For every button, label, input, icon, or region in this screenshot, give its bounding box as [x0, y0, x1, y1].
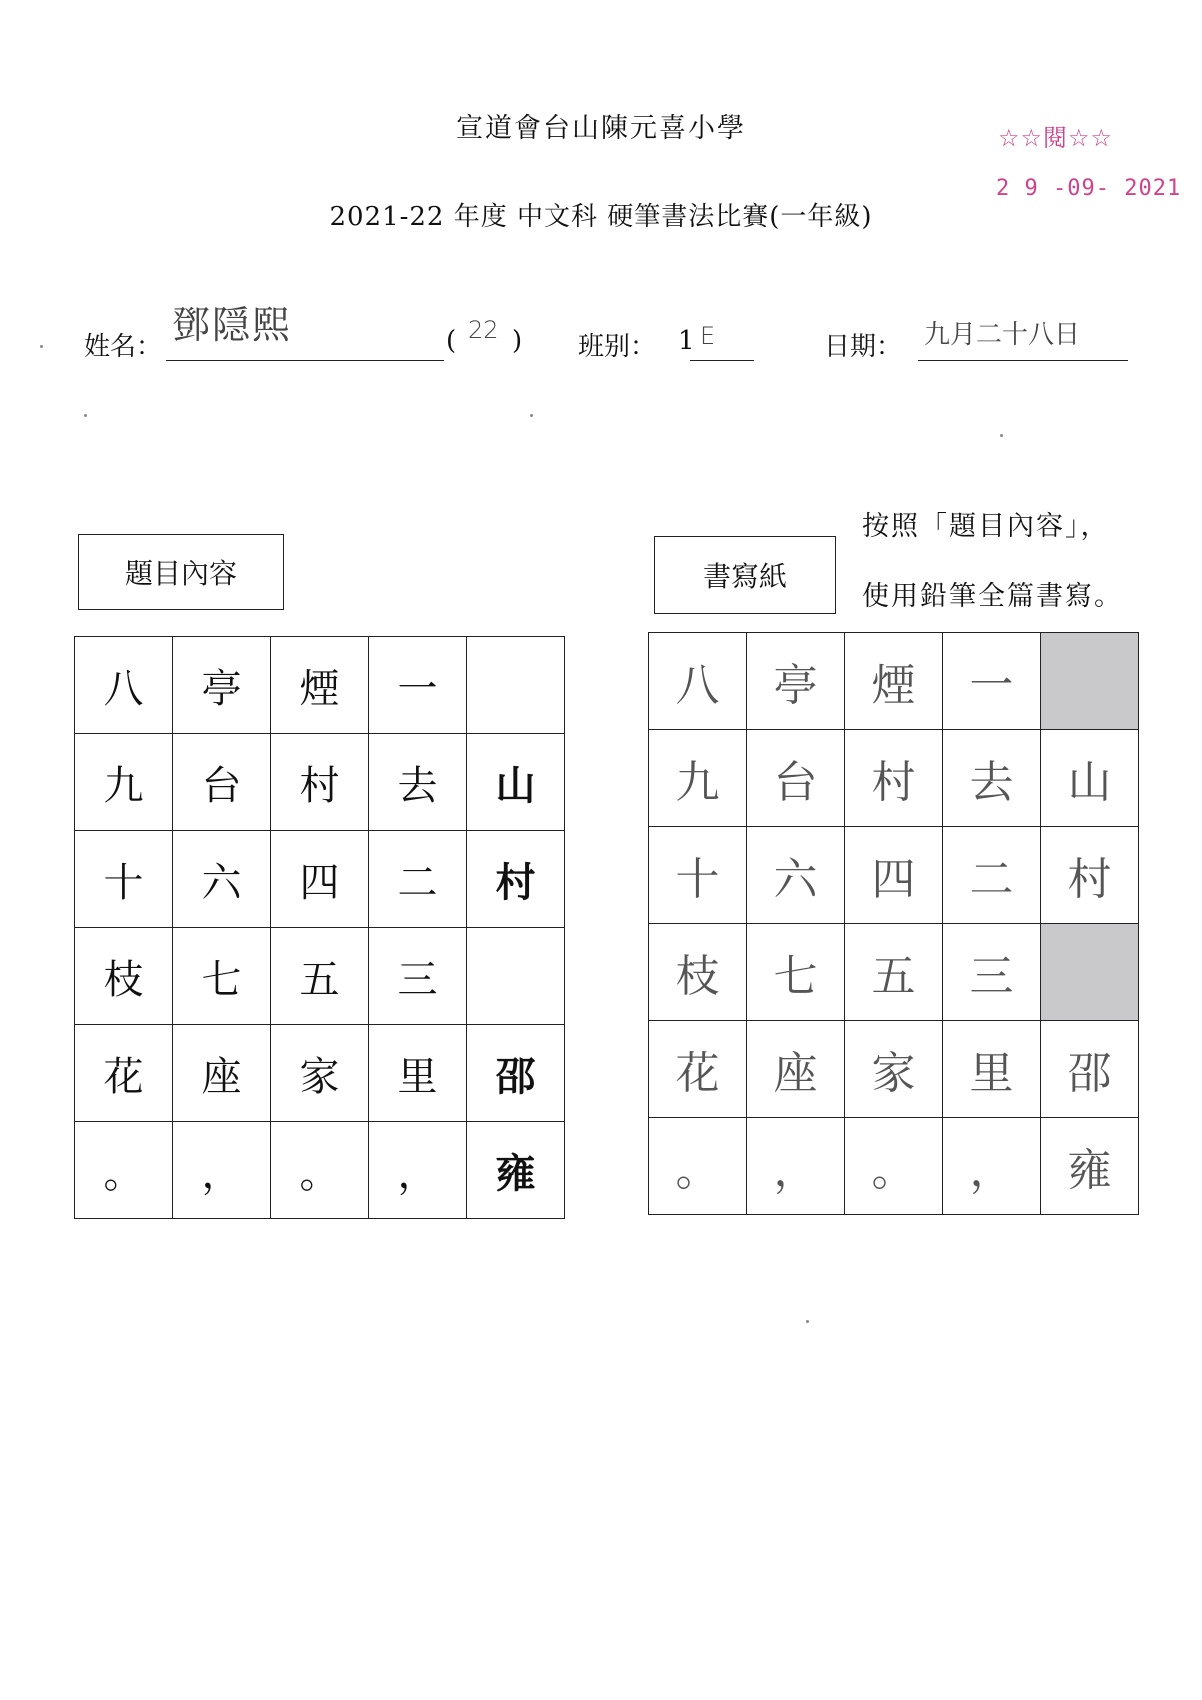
writing-cell: 。	[649, 1118, 747, 1215]
competition-title: 2021-22 年度 中文科 硬筆書法比賽(一年級)	[329, 202, 873, 232]
model-cell: 九	[75, 734, 173, 831]
writing-cell: 里	[943, 1021, 1041, 1118]
name-label: 姓名：	[84, 332, 163, 362]
writing-grid-row	[649, 1118, 1139, 1215]
model-cell: 座	[173, 1025, 271, 1122]
writing-grid-row	[649, 633, 1139, 730]
writing-paper-label: 書寫紙	[702, 560, 787, 593]
writing-cell: 煙	[845, 633, 943, 730]
writing-cell: 三	[943, 924, 1041, 1021]
model-cell: 。	[271, 1122, 369, 1219]
model-cell: 台	[173, 734, 271, 831]
model-cell: 煙	[271, 637, 369, 734]
model-cell: 山	[467, 734, 565, 831]
writing-cell: 去	[943, 730, 1041, 827]
writing-cell: ，	[747, 1118, 845, 1215]
class-label: 班别：	[578, 332, 657, 362]
model-cell: 七	[173, 928, 271, 1025]
writing-grid-row	[649, 730, 1139, 827]
model-cell: 枝	[75, 928, 173, 1025]
writing-cell-shaded	[1041, 924, 1139, 1021]
writing-cell: 台	[747, 730, 845, 827]
model-cell: 村	[271, 734, 369, 831]
writing-cell: 山	[1041, 730, 1139, 827]
writing-cell: 十	[649, 827, 747, 924]
model-cell: 家	[271, 1025, 369, 1122]
model-cell: 里	[369, 1025, 467, 1122]
model-cell: 二	[369, 831, 467, 928]
model-cell: 三	[369, 928, 467, 1025]
name-underline	[166, 360, 444, 361]
instruction-line-2: 使用鉛筆全篇書寫。	[862, 581, 1123, 612]
model-grid-row	[75, 831, 565, 928]
writing-grid-row	[649, 827, 1139, 924]
model-cell: 村	[467, 831, 565, 928]
model-cell: 雍	[467, 1122, 565, 1219]
model-grid-row	[75, 928, 565, 1025]
writing-cell: 二	[943, 827, 1041, 924]
writing-cell: 四	[845, 827, 943, 924]
reviewed-stamp: ☆☆閱☆☆	[998, 124, 1114, 152]
model-cell: 四	[271, 831, 369, 928]
writing-cell: 一	[943, 633, 1041, 730]
model-content-label: 題目內容	[124, 557, 237, 590]
class-underline	[690, 360, 754, 361]
writing-cell: 家	[845, 1021, 943, 1118]
model-cell	[467, 637, 565, 734]
model-grid-row	[75, 734, 565, 831]
stamp-date: 2 9 -09- 2021	[996, 176, 1182, 201]
writing-grid	[648, 632, 1139, 1215]
model-cell: 六	[173, 831, 271, 928]
writing-cell: 雍	[1041, 1118, 1139, 1215]
name-value: 鄧隠熙	[172, 303, 293, 347]
class-value: E	[700, 322, 716, 350]
writing-cell: ，	[943, 1118, 1041, 1215]
model-cell: ，	[369, 1122, 467, 1219]
model-cell: 亭	[173, 637, 271, 734]
model-grid	[74, 636, 565, 1219]
writing-cell: 九	[649, 730, 747, 827]
model-cell: 。	[75, 1122, 173, 1219]
model-cell: 一	[369, 637, 467, 734]
model-cell: 花	[75, 1025, 173, 1122]
model-cell: 邵	[467, 1025, 565, 1122]
writing-cell: 五	[845, 924, 943, 1021]
writing-grid-row	[649, 1021, 1139, 1118]
writing-cell: 枝	[649, 924, 747, 1021]
writing-cell: 村	[1041, 827, 1139, 924]
school-name: 宣道會台山陳元喜小學	[456, 113, 746, 144]
writing-cell: 七	[747, 924, 845, 1021]
model-content-label-box	[78, 534, 284, 610]
date-label: 日期：	[824, 332, 903, 362]
writing-cell: 村	[845, 730, 943, 827]
writing-cell: 座	[747, 1021, 845, 1118]
number-value: 22	[468, 316, 499, 344]
writing-cell: 亭	[747, 633, 845, 730]
scan-speck	[40, 345, 43, 348]
writing-cell: 邵	[1041, 1021, 1139, 1118]
number-open-paren: (	[446, 326, 457, 356]
model-cell: 十	[75, 831, 173, 928]
scan-speck	[84, 414, 87, 417]
writing-grid-row	[649, 924, 1139, 1021]
model-cell: ，	[173, 1122, 271, 1219]
number-close-paren: )	[512, 326, 523, 356]
scan-speck	[806, 1320, 809, 1323]
model-grid-row	[75, 1025, 565, 1122]
writing-cell: 六	[747, 827, 845, 924]
model-grid-row	[75, 1122, 565, 1219]
writing-cell: 八	[649, 633, 747, 730]
model-cell: 五	[271, 928, 369, 1025]
writing-cell-shaded	[1041, 633, 1139, 730]
scan-speck	[1000, 434, 1003, 437]
instruction-line-1: 按照「題目內容」，	[862, 511, 1110, 542]
writing-cell: 花	[649, 1021, 747, 1118]
model-cell: 八	[75, 637, 173, 734]
scan-speck	[530, 414, 533, 417]
model-cell	[467, 928, 565, 1025]
class-prefix: 1	[678, 326, 695, 356]
date-underline	[918, 360, 1128, 361]
writing-paper-label-box	[654, 536, 836, 614]
date-value: 九月二十八日	[924, 320, 1081, 350]
model-grid-row	[75, 637, 565, 734]
writing-cell: 。	[845, 1118, 943, 1215]
model-cell: 去	[369, 734, 467, 831]
